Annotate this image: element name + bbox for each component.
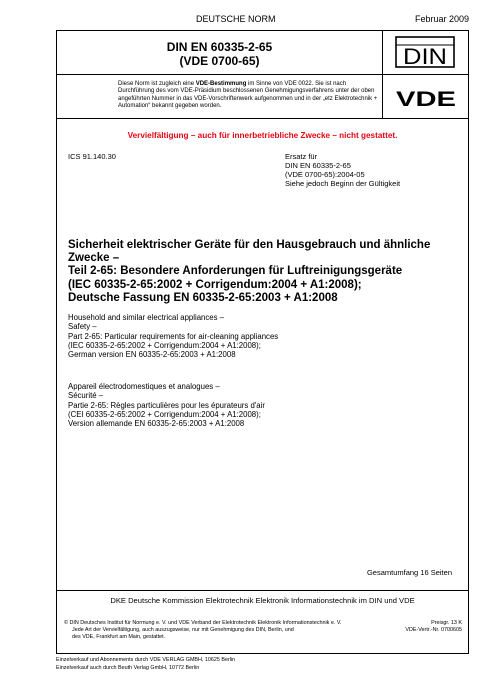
copyright-notice xyxy=(64,620,399,640)
title-line: (IEC 60335-2-65:2002 + Corrigendum:2004 + A1:2008); xyxy=(68,340,261,350)
publication-date: Februar 2009 xyxy=(414,14,469,24)
title-line: German version EN 60335-2-65:2003 + A1:2008 xyxy=(68,350,236,360)
title-line: (CEI 60335-2-65:2002 + Corrigendum:2004 + A1:2008); xyxy=(68,409,261,419)
dke-committee: DKE Deutsche Kommission Elektrotechnik Elektronik Informationstechnik im DIN und VDE xyxy=(110,596,415,605)
title-line: Sicherheit elektrischer Geräte für den Hausgebrauch und ähnliche xyxy=(68,239,431,251)
notice-bold: VDE-Bestimmung xyxy=(195,81,247,87)
notice-text: Diese Norm ist zugleich eine xyxy=(118,81,196,87)
standard-number-block xyxy=(57,40,382,68)
title-french xyxy=(68,382,463,428)
total-pages: Gesamtumfang 16 Seiten xyxy=(366,568,452,577)
copyright-line: © DIN Deutsches Institut für Normung e. V. und VDE Verband der Elektrotechnik Elektronik Informationstechnik e. V. xyxy=(64,620,342,626)
sales-line: Einzelverkauf und Abonnements durch VDE VERLAG GMBH, 10625 Berlin xyxy=(56,657,236,663)
din-logo-text: DIN xyxy=(403,44,447,68)
replacement-line: DIN EN 60335-2-65 xyxy=(285,161,351,170)
title-line: Household and similar electrical appliances – xyxy=(68,313,225,322)
title-german xyxy=(68,239,463,305)
divider xyxy=(57,590,468,591)
sales-info xyxy=(56,657,235,673)
replacement-info xyxy=(285,152,400,188)
price-info xyxy=(405,620,462,634)
din-logo xyxy=(395,36,455,68)
document-series: DEUTSCHE NORM xyxy=(196,14,276,24)
replacement-line: Ersatz für xyxy=(285,152,318,161)
title-line: Appareil électrodomestiques et analogues – xyxy=(68,382,220,391)
title-line: Deutsche Fassung EN 60335-2-65:2003 + A1:2008 xyxy=(68,291,338,304)
title-line: Zwecke – xyxy=(68,252,120,265)
vde-logo-text: VDE xyxy=(396,88,456,109)
replacement-line: Siehe jedoch Beginn der Gültigkeit xyxy=(285,179,401,188)
title-english xyxy=(68,313,463,359)
divider xyxy=(57,118,468,119)
divider xyxy=(57,74,468,75)
replacement-line: (VDE 0700-65):2004-05 xyxy=(285,170,365,179)
title-line: (IEC 60335-2-65:2002 + Corrigendum:2004 + A1:2008); xyxy=(68,278,362,291)
vde-notice xyxy=(118,81,378,111)
title-line: Part 2-65: Particular requirements for air-cleaning appliances xyxy=(68,331,279,341)
title-line: Teil 2-65: Besondere Anforderungen für Luftreinigungsgeräte xyxy=(68,265,403,278)
reproduction-note: Vervielfältigung – auch für innerbetriebliche Zwecke – nicht gestattet. xyxy=(127,131,398,140)
title-line: Sécurité – xyxy=(68,391,104,401)
vde-order-number: VDE-Vertr.-Nr. 0700605 xyxy=(405,626,462,633)
copyright-line: des VDE, Frankfurt am Main, gestattet. xyxy=(72,633,166,640)
notice-text: im Sinne von VDE 0022. Sie ist nach Durchführung des vom VDE-Präsidium beschlossenen Genehmigungsverfahrens unter der oben angeführten Nummer in das VDE-Vorschriftenwerk aufgenommen und in der „etz Elektrotechnik + Automation“ bekannt gegeben worden. xyxy=(118,81,378,110)
ics-code: ICS 91.140.30 xyxy=(68,152,116,161)
vde-classification: (VDE 0700-65) xyxy=(179,54,260,68)
title-line: Version allemande EN 60335-2-65:2003 + A1:2008 xyxy=(68,419,245,429)
vde-logo xyxy=(394,87,458,109)
title-line: Safety – xyxy=(68,322,97,332)
cover-frame xyxy=(56,30,469,654)
divider xyxy=(382,31,383,118)
title-line: Partie 2-65: Règles particulières pour les épurateurs d'air xyxy=(68,400,265,410)
sales-line: Einzelverkauf auch durch Beuth Verlag GmbH, 10772 Berlin xyxy=(56,664,200,671)
copyright-line: Jede Art der Vervielfältigung, auch auszugsweise, nur mit Genehmigung des DIN, Berlin, und xyxy=(72,626,294,633)
price-group: Preisgr. 13 K xyxy=(431,620,462,626)
standard-number: DIN EN 60335-2-65 xyxy=(166,40,273,54)
